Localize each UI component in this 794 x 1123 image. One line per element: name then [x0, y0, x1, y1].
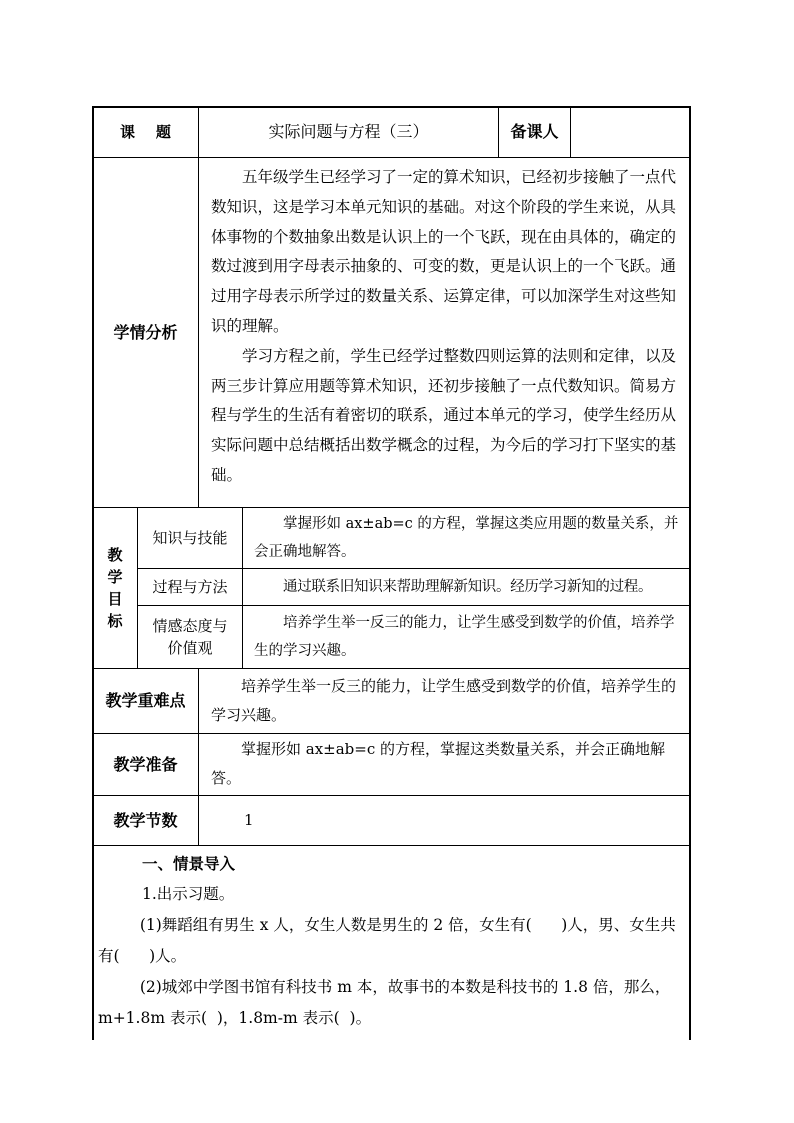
table-rule	[198, 106, 199, 507]
topic-label: 课 题	[120, 123, 171, 141]
analysis-label: 学情分析	[113, 322, 178, 342]
table-border-right	[689, 106, 691, 1040]
preparation-paragraph: 掌握形如 ax±ab=c 的方程，掌握这类数量关系，并会正确地解答。	[211, 740, 666, 787]
question-2: (2)城郊中学图书馆有科技书 m 本，故事书的本数是科技书的 1.8 倍，那么，m+1.8m 表示( )，1.8m-m 表示( )。	[98, 978, 671, 1027]
table-rule	[198, 668, 199, 845]
preparer-value	[571, 107, 689, 157]
process-text	[254, 572, 688, 604]
question-1: (1)舞蹈组有男生 x 人，女生人数是男生的 2 倍，女生有( )人，男、女生共有( )人。	[98, 916, 676, 965]
knowledge-paragraph: 掌握形如 ax±ab=c 的方程，掌握这类应用题的数量关系，并会正确地解答。	[254, 516, 679, 560]
goals-label-char: 学	[107, 568, 123, 586]
goals-label-char: 标	[107, 612, 123, 630]
key-points-paragraph: 培养学生举一反三的能力，让学生感受到数学的价值，培养学生的学习兴趣。	[211, 677, 677, 724]
section-heading: 一、情景导入	[142, 854, 236, 873]
process-label: 过程与方法	[152, 578, 228, 596]
process-paragraph: 通过联系旧知识来帮助理解新知识。经历学习新知的过程。	[283, 579, 653, 595]
process-section	[98, 848, 686, 1038]
emotion-paragraph: 培养学生举一反三的能力，让学生感受到数学的价值，培养学生的学习兴趣。	[254, 615, 675, 659]
preparer-label: 备课人	[510, 122, 559, 141]
goals-label-char: 教	[107, 546, 123, 564]
periods-value: 1	[244, 811, 254, 829]
knowledge-text	[254, 510, 686, 568]
emotion-label	[138, 606, 242, 668]
knowledge-label: 知识与技能	[152, 529, 228, 547]
table-rule	[242, 507, 243, 668]
emotion-label-line-2: 价值观	[167, 639, 213, 657]
key-points-text	[211, 672, 685, 732]
goals-label-char: 目	[107, 590, 123, 608]
process-item-1: 1.出示习题。	[142, 885, 235, 903]
analysis-content	[211, 163, 685, 503]
key-points-label: 教学重难点	[105, 691, 186, 710]
preparation-text	[211, 735, 685, 795]
table-rule	[92, 845, 690, 846]
analysis-paragraph-2: 学习方程之前，学生已经学过整数四则运算的法则和定律，以及两三步计算应用题等算术知识，还初步接触了一点代数知识。简易方程与学生的生活有着密切的联系，通过本单元的学习，使学生经历从实际问题中总结概括出数学概念的过程，为今后的学习打下坚实的基础。	[211, 346, 677, 484]
analysis-paragraph-1: 五年级学生已经学习了一定的算术知识，已经初步接触了一点代数知识，这是学习本单元知识的基础。对这个阶段的学生来说，从具体事物的个数抽象出数是认识上的一个飞跃，现在由具体的，确定的数过渡到用字母表示抽象的、可变的数，更是认识上的一个飞跃。通过用字母表示所学过的数量关系、运算定律，可以加深学生对这些知识的理解。	[211, 168, 677, 335]
emotion-label-line-1: 情感态度与	[152, 617, 228, 635]
topic-value: 实际问题与方程（三）	[268, 122, 429, 141]
periods-label: 教学节数	[113, 810, 178, 830]
preparation-label: 教学准备	[113, 754, 178, 774]
emotion-text	[254, 609, 686, 667]
goals-label	[93, 508, 137, 668]
